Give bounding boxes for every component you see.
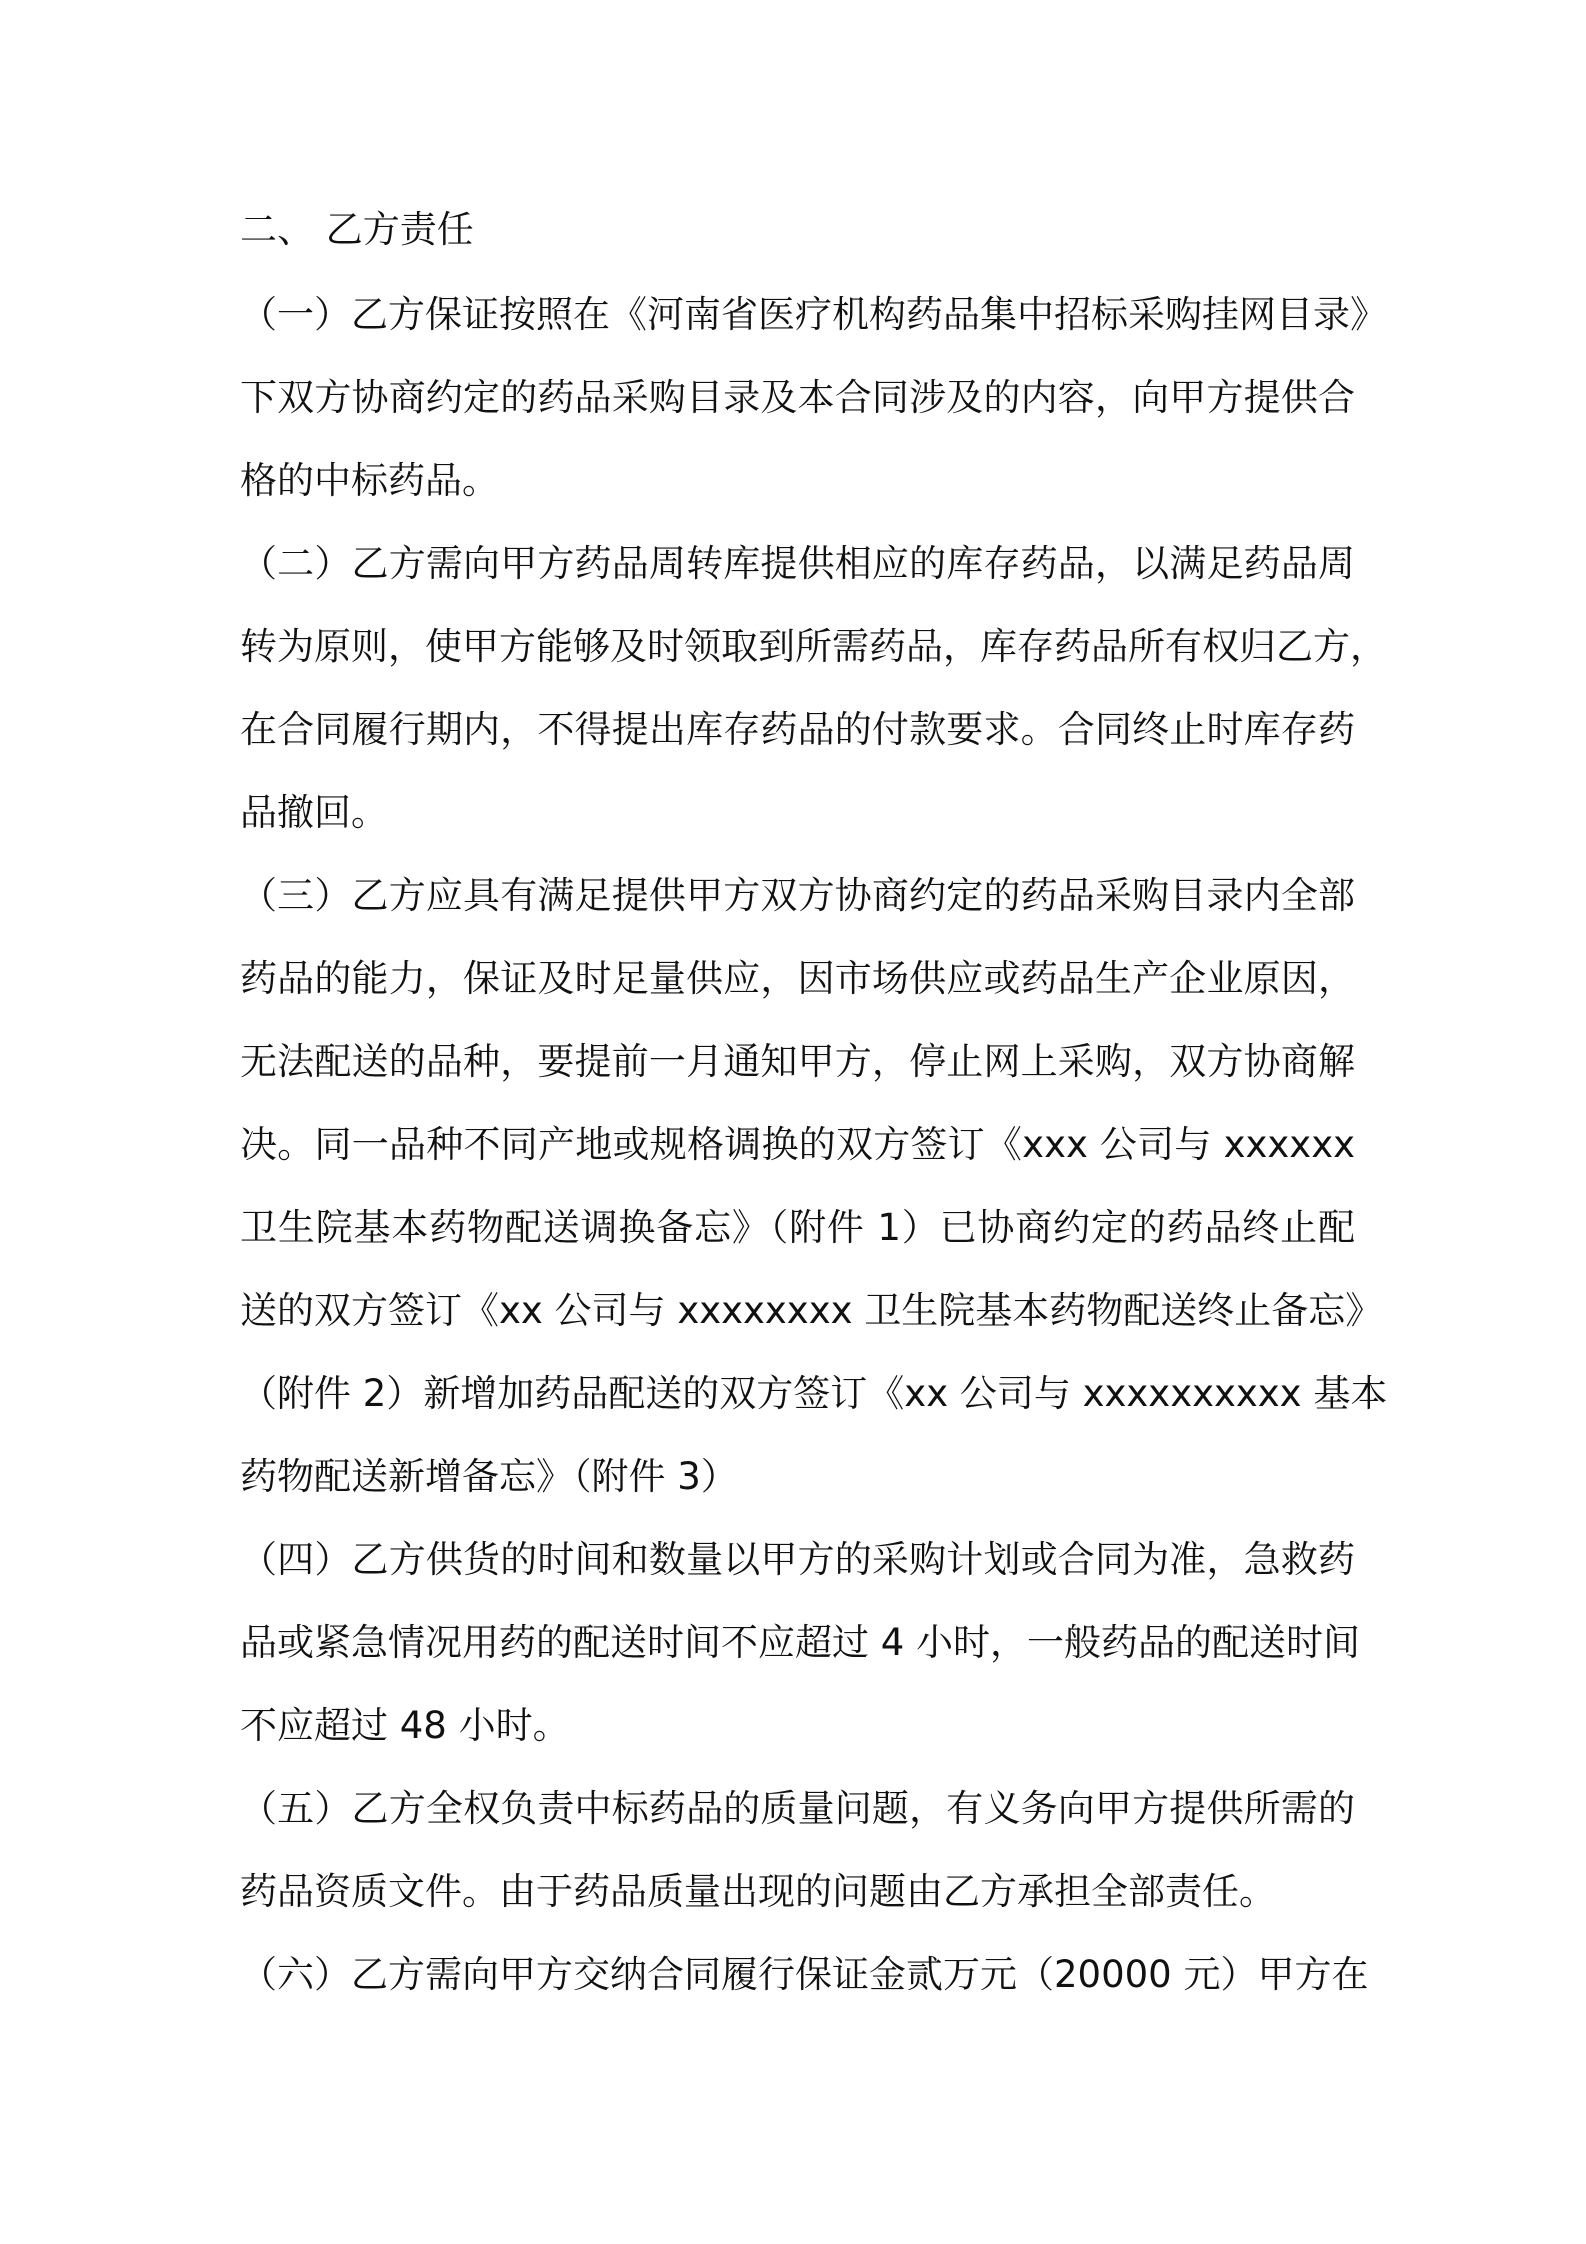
text-line-15: 药物配送新增备忘》（附件 3） — [240, 1455, 738, 1498]
text-line-4: （二）乙方需向甲方药品周转库提供相应的库存药品，以满足药品周 — [240, 542, 1355, 585]
text-line-16: （四）乙方供货的时间和数量以甲方的采购计划或合同为准，急救药 — [240, 1538, 1355, 1581]
text-line-17: 品或紧急情况用药的配送时间不应超过 4 小时，一般药品的配送时间 — [240, 1621, 1361, 1664]
text-line-13: 送的双方签订《xx 公司与 xxxxxxxx 卫生院基本药物配送终止备忘》 — [240, 1289, 1383, 1332]
text-line-5: 转为原则，使甲方能够及时领取到所需药品，库存药品所有权归乙方， — [240, 625, 1387, 668]
text-line-14: （附件 2）新增加药品配送的双方签订《xx 公司与 xxxxxxxxxx 基本 — [240, 1372, 1388, 1415]
text-line-1: （一）乙方保证按照在《河南省医疗机构药品集中招标采购挂网目录》 — [240, 293, 1387, 336]
text-line-10: 无法配送的品种，要提前一月通知甲方，停止网上采购，双方协商解 — [240, 1040, 1355, 1083]
text-line-3: 格的中标药品。 — [240, 459, 499, 502]
section-heading: 二、 乙方责任 — [240, 208, 474, 251]
text-line-7: 品撤回。 — [240, 791, 388, 834]
text-line-20: 药品资质文件。由于药品质量出现的问题由乙方承担全部责任。 — [240, 1870, 1276, 1913]
text-line-8: （三）乙方应具有满足提供甲方双方协商约定的药品采购目录内全部 — [240, 874, 1355, 917]
text-line-12: 卫生院基本药物配送调换备忘》（附件 1）已协商约定的药品终止配 — [240, 1206, 1355, 1249]
text-line-19: （五）乙方全权负责中标药品的质量问题，有义务向甲方提供所需的 — [240, 1787, 1355, 1830]
text-line-9: 药品的能力，保证及时足量供应，因市场供应或药品生产企业原因， — [240, 957, 1355, 1000]
text-line-2: 下双方协商约定的药品采购目录及本合同涉及的内容，向甲方提供合 — [240, 376, 1355, 419]
text-line-6: 在合同履行期内，不得提出库存药品的付款要求。合同终止时库存药 — [240, 708, 1355, 751]
text-line-11: 决。同一品种不同产地或规格调换的双方签订《xxx 公司与 xxxxxx — [240, 1123, 1355, 1166]
text-line-21: （六）乙方需向甲方交纳合同履行保证金贰万元（20000 元）甲方在 — [240, 1953, 1369, 1996]
text-line-18: 不应超过 48 小时。 — [240, 1704, 570, 1747]
